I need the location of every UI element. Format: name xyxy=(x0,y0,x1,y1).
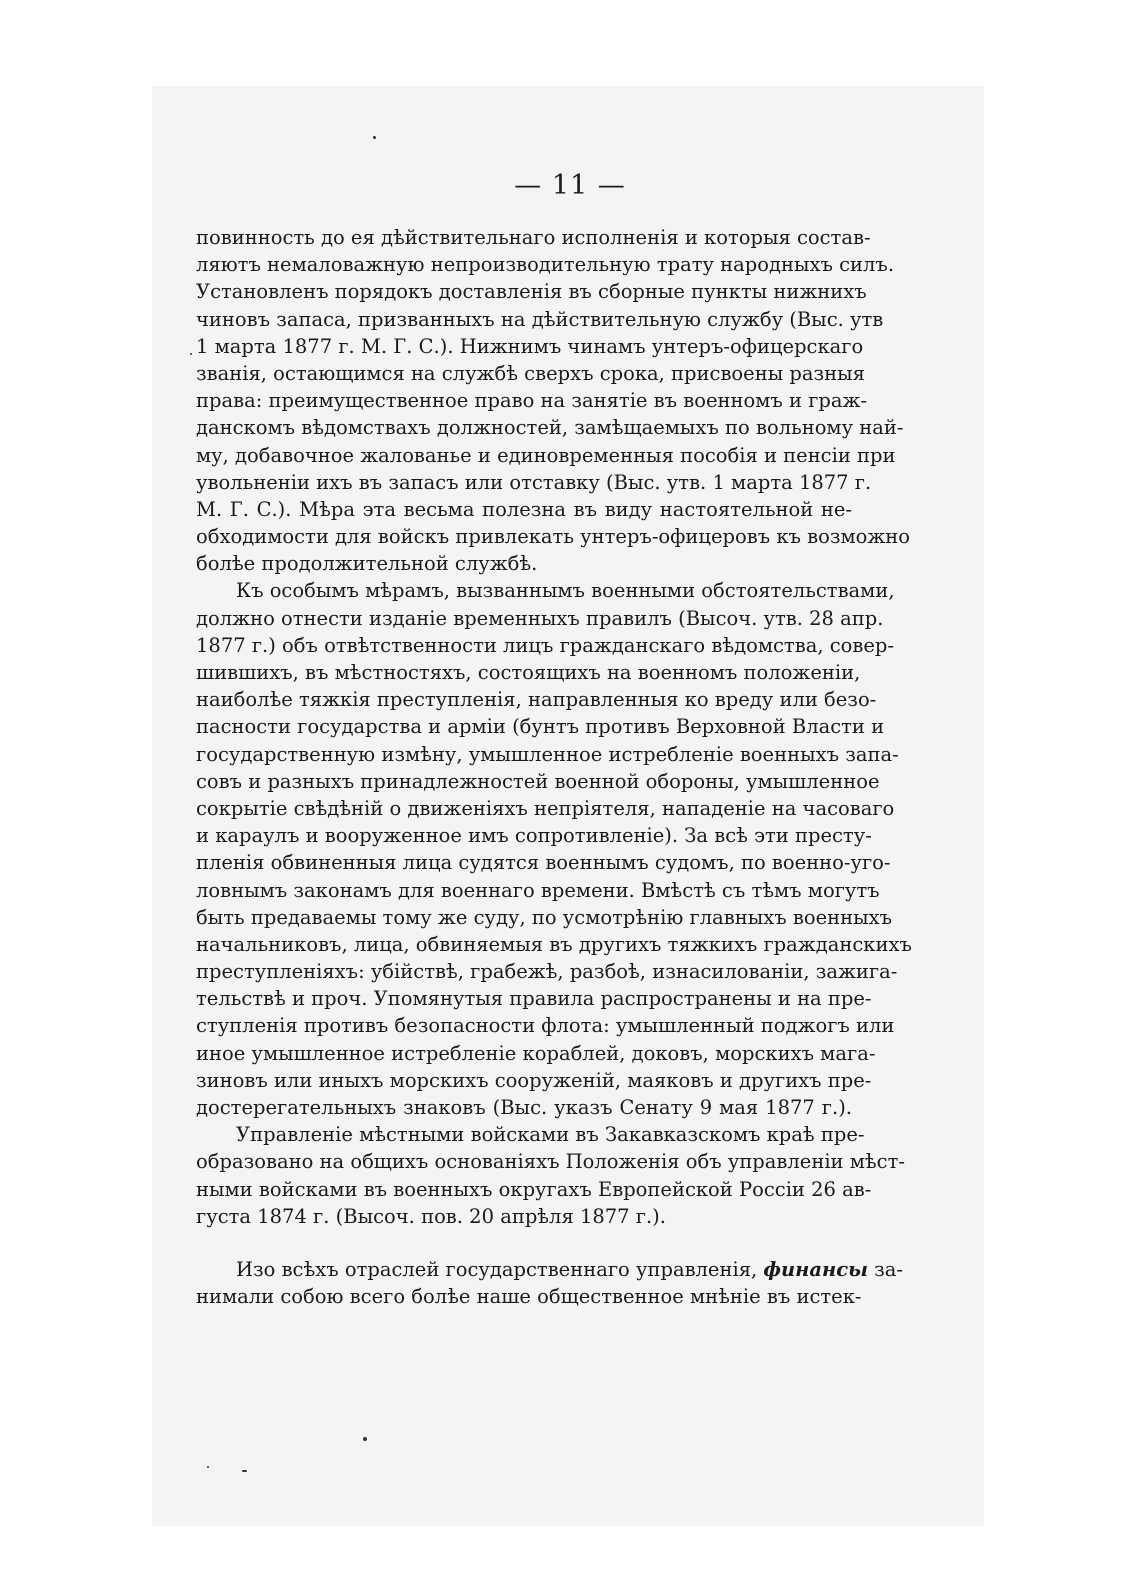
text-line: Къ особымъ мѣрамъ, вызваннымъ военными обстоятельствами, xyxy=(236,579,895,603)
text-line: ловнымъ законамъ для военнаго времени. Вмѣстѣ съ тѣмъ могутъ xyxy=(196,878,880,902)
text-line: чиновъ запаса, призванныхъ на дѣйствительную службу (Выс. утв xyxy=(196,307,884,331)
paragraph-3 xyxy=(196,1121,905,1230)
text-line: данскомъ вѣдомствахъ должностей, замѣщаемыхъ по вольному най- xyxy=(196,416,904,440)
text-line: тельствѣ и проч. Упомянутыя правила распространены и на пре- xyxy=(196,987,872,1011)
scan-speck xyxy=(242,1470,247,1472)
text-line: иное умышленное истребленіе кораблей, доковъ, морскихъ мага- xyxy=(196,1041,876,1065)
paragraph-4 xyxy=(196,1256,904,1310)
text-line: 1 марта 1877 г. М. Г. С.). Нижнимъ чинамъ унтеръ-офицерскаго xyxy=(196,334,864,358)
text-line: быть предаваемы тому же суду, по усмотрѣнію главныхъ военныхъ xyxy=(196,905,893,929)
text-line: увольненіи ихъ въ запасъ или отставку (Выс. утв. 1 марта 1877 г. xyxy=(196,470,872,494)
text-line: Установленъ порядокъ доставленія въ сборные пункты нижнихъ xyxy=(196,280,867,304)
scan-speck xyxy=(207,1466,209,1468)
emphasis-word: финансы xyxy=(763,1257,868,1281)
text-line: государственную измѣну, умышленное истребленіе военныхъ запа- xyxy=(196,742,899,766)
text-line: начальниковъ, лица, обвиняемыя въ другихъ тяжкихъ гражданскихъ xyxy=(196,932,912,956)
text-line: болѣе продолжительной службѣ. xyxy=(196,552,538,576)
body-text xyxy=(196,224,912,1310)
text-line: 1877 г.) объ отвѣтственности лицъ гражданскаго вѣдомства, совер- xyxy=(196,633,894,657)
text-line: совъ и разныхъ принадлежностей военной обороны, умышленное xyxy=(196,769,880,793)
paragraph-2 xyxy=(196,577,912,1121)
text-line: достерегательныхъ знаковъ (Выс. указъ Сенату 9 мая 1877 г.). xyxy=(196,1096,852,1119)
text-line: му, добавочное жалованье и единовременныя пособія и пенсіи при xyxy=(196,443,896,467)
text-segment: за- xyxy=(874,1257,904,1281)
text-line: должно отнести изданіе временныхъ правилъ (Высоч. утв. 28 апр. xyxy=(196,606,884,630)
text-line: ными войсками въ военныхъ округахъ Европейской Россіи 26 ав- xyxy=(196,1177,872,1201)
text-line: образовано на общихъ основаніяхъ Положенія объ управленіи мѣст- xyxy=(196,1150,905,1174)
text-line: пленія обвиненныя лица судятся военнымъ судомъ, по военно-уго- xyxy=(196,851,891,875)
text-segment: Изо всѣхъ отраслей государственнаго управленія, xyxy=(236,1257,758,1281)
text-line: права: преимущественное право на занятіе въ военномъ и граж- xyxy=(196,389,868,413)
text-line: ляютъ немаловажную непроизводительную трату народныхъ силъ. xyxy=(196,253,895,277)
text-line: густа 1874 г. (Высоч. пов. 20 апрѣля 1877 г.). xyxy=(196,1204,666,1228)
text-line: Управленіе мѣстными войсками въ Закавказскомъ краѣ пре- xyxy=(236,1123,865,1147)
text-line: и караулъ и вооруженное имъ сопротивленіе). За всѣ эти престу- xyxy=(196,824,872,848)
section-gap xyxy=(196,1230,852,1256)
text-line: М. Г. С.). Мѣра эта весьма полезна въ виду настоятельной не- xyxy=(196,497,852,521)
text-line: повинность до ея дѣйствительнаго исполненія и которыя состав- xyxy=(196,226,871,249)
text-line: преступленіяхъ: убійствѣ, грабежѣ, разбоѣ, изнасилованіи, зажига- xyxy=(196,960,898,984)
page-number: — 11 — xyxy=(514,170,626,201)
paragraph-1 xyxy=(196,224,911,577)
text-line: нимали собою всего болѣе наше общественное мнѣніе въ истек- xyxy=(196,1285,862,1309)
text-line: наиболѣе тяжкія преступленія, направленныя ко вреду или безо- xyxy=(196,688,877,712)
text-line: званія, остающимся на службѣ сверхъ срока, присвоены разныя xyxy=(196,361,865,385)
scan-speck xyxy=(190,353,192,355)
text-line: сокрытіе свѣдѣній о движеніяхъ непріятеля, нападеніе на часоваго xyxy=(196,796,895,820)
text-line: шившихъ, въ мѣстностяхъ, состоящихъ на военномъ положеніи, xyxy=(196,661,861,684)
scan-speck xyxy=(373,136,376,139)
text-line: пасности государства и арміи (бунтъ противъ Верховной Власти и xyxy=(196,715,885,739)
scan-speck xyxy=(363,1437,367,1441)
text-line: зиновъ или иныхъ морскихъ сооруженій, маяковъ и другихъ пре- xyxy=(196,1068,872,1092)
text-line: обходимости для войскъ привлекать унтеръ-офицеровъ къ возможно xyxy=(196,525,911,549)
text-line xyxy=(196,1256,904,1283)
text-line: ступленія противъ безопасности флота: умышленный поджогъ или xyxy=(196,1014,895,1038)
